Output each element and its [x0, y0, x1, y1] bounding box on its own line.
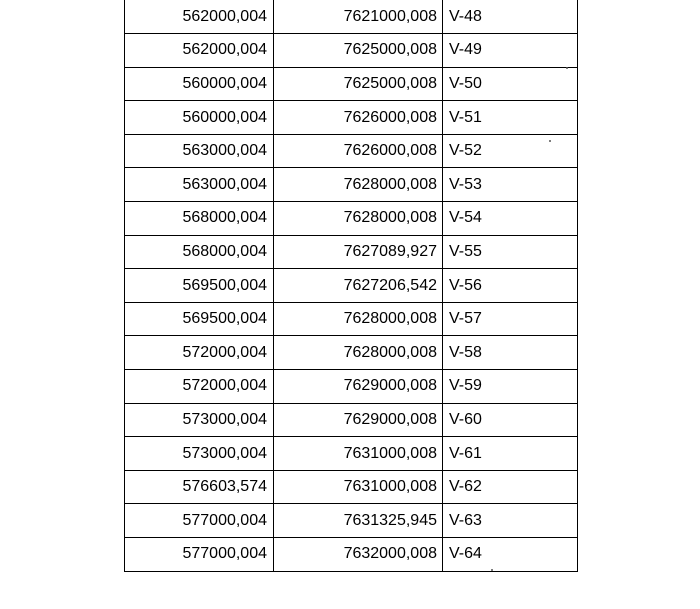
y-coordinate-cell: 7628000,008 — [274, 336, 443, 370]
vertex-id-cell: V-54 — [443, 202, 578, 236]
x-coordinate-cell: 562000,004 — [125, 0, 274, 34]
table-row — [125, 403, 578, 437]
table-row — [125, 437, 578, 471]
vertex-id-cell: V-64 — [443, 538, 578, 572]
x-coordinate-cell: 576603,574 — [125, 470, 274, 504]
coordinates-table-body — [125, 0, 578, 571]
table-row — [125, 168, 578, 202]
x-coordinate-cell: 562000,004 — [125, 34, 274, 68]
x-coordinate-cell: 568000,004 — [125, 202, 274, 236]
y-coordinate-cell: 7631325,945 — [274, 504, 443, 538]
x-coordinate-cell: 572000,004 — [125, 336, 274, 370]
table-row — [125, 202, 578, 236]
y-coordinate-cell: 7625000,008 — [274, 34, 443, 68]
x-coordinate-cell: 563000,004 — [125, 134, 274, 168]
vertex-id-cell: V-55 — [443, 235, 578, 269]
table-row — [125, 269, 578, 303]
x-coordinate-cell: 569500,004 — [125, 269, 274, 303]
y-coordinate-cell: 7627089,927 — [274, 235, 443, 269]
coordinates-table-container — [124, 0, 577, 572]
table-row — [125, 370, 578, 404]
y-coordinate-cell: 7629000,008 — [274, 370, 443, 404]
vertex-id-cell: V-61 — [443, 437, 578, 471]
table-row — [125, 134, 578, 168]
y-coordinate-cell: 7626000,008 — [274, 101, 443, 135]
table-row — [125, 504, 578, 538]
y-coordinate-cell: 7625000,008 — [274, 67, 443, 101]
x-coordinate-cell: 560000,004 — [125, 67, 274, 101]
x-coordinate-cell: 568000,004 — [125, 235, 274, 269]
vertex-id-cell: V-62 — [443, 470, 578, 504]
y-coordinate-cell: 7628000,008 — [274, 302, 443, 336]
x-coordinate-cell: 569500,004 — [125, 302, 274, 336]
y-coordinate-cell: 7632000,008 — [274, 538, 443, 572]
y-coordinate-cell: 7621000,008 — [274, 0, 443, 34]
y-coordinate-cell: 7628000,008 — [274, 202, 443, 236]
table-row — [125, 538, 578, 572]
y-coordinate-cell: 7626000,008 — [274, 134, 443, 168]
table-row — [125, 470, 578, 504]
table-row — [125, 34, 578, 68]
y-coordinate-cell: 7629000,008 — [274, 403, 443, 437]
table-row — [125, 101, 578, 135]
y-coordinate-cell: 7628000,008 — [274, 168, 443, 202]
vertex-id-cell: V-63 — [443, 504, 578, 538]
x-coordinate-cell: 577000,004 — [125, 504, 274, 538]
x-coordinate-cell: 572000,004 — [125, 370, 274, 404]
vertex-id-cell: V-58 — [443, 336, 578, 370]
vertex-id-cell: V-52 — [443, 134, 578, 168]
coordinates-table — [124, 0, 578, 572]
scan-speck — [491, 569, 493, 571]
scan-speck — [549, 140, 551, 142]
table-row — [125, 302, 578, 336]
table-row — [125, 0, 578, 34]
vertex-id-cell: V-48 — [443, 0, 578, 34]
vertex-id-cell: V-50 — [443, 67, 578, 101]
table-row — [125, 235, 578, 269]
x-coordinate-cell: 573000,004 — [125, 403, 274, 437]
x-coordinate-cell: 577000,004 — [125, 538, 274, 572]
y-coordinate-cell: 7631000,008 — [274, 437, 443, 471]
vertex-id-cell: V-59 — [443, 370, 578, 404]
x-coordinate-cell: 573000,004 — [125, 437, 274, 471]
vertex-id-cell: V-57 — [443, 302, 578, 336]
vertex-id-cell: V-49 — [443, 34, 578, 68]
table-row — [125, 336, 578, 370]
vertex-id-cell: V-60 — [443, 403, 578, 437]
y-coordinate-cell: 7627206,542 — [274, 269, 443, 303]
vertex-id-cell: V-51 — [443, 101, 578, 135]
scan-speck — [566, 67, 568, 69]
x-coordinate-cell: 560000,004 — [125, 101, 274, 135]
vertex-id-cell: V-53 — [443, 168, 578, 202]
x-coordinate-cell: 563000,004 — [125, 168, 274, 202]
table-row — [125, 67, 578, 101]
vertex-id-cell: V-56 — [443, 269, 578, 303]
y-coordinate-cell: 7631000,008 — [274, 470, 443, 504]
